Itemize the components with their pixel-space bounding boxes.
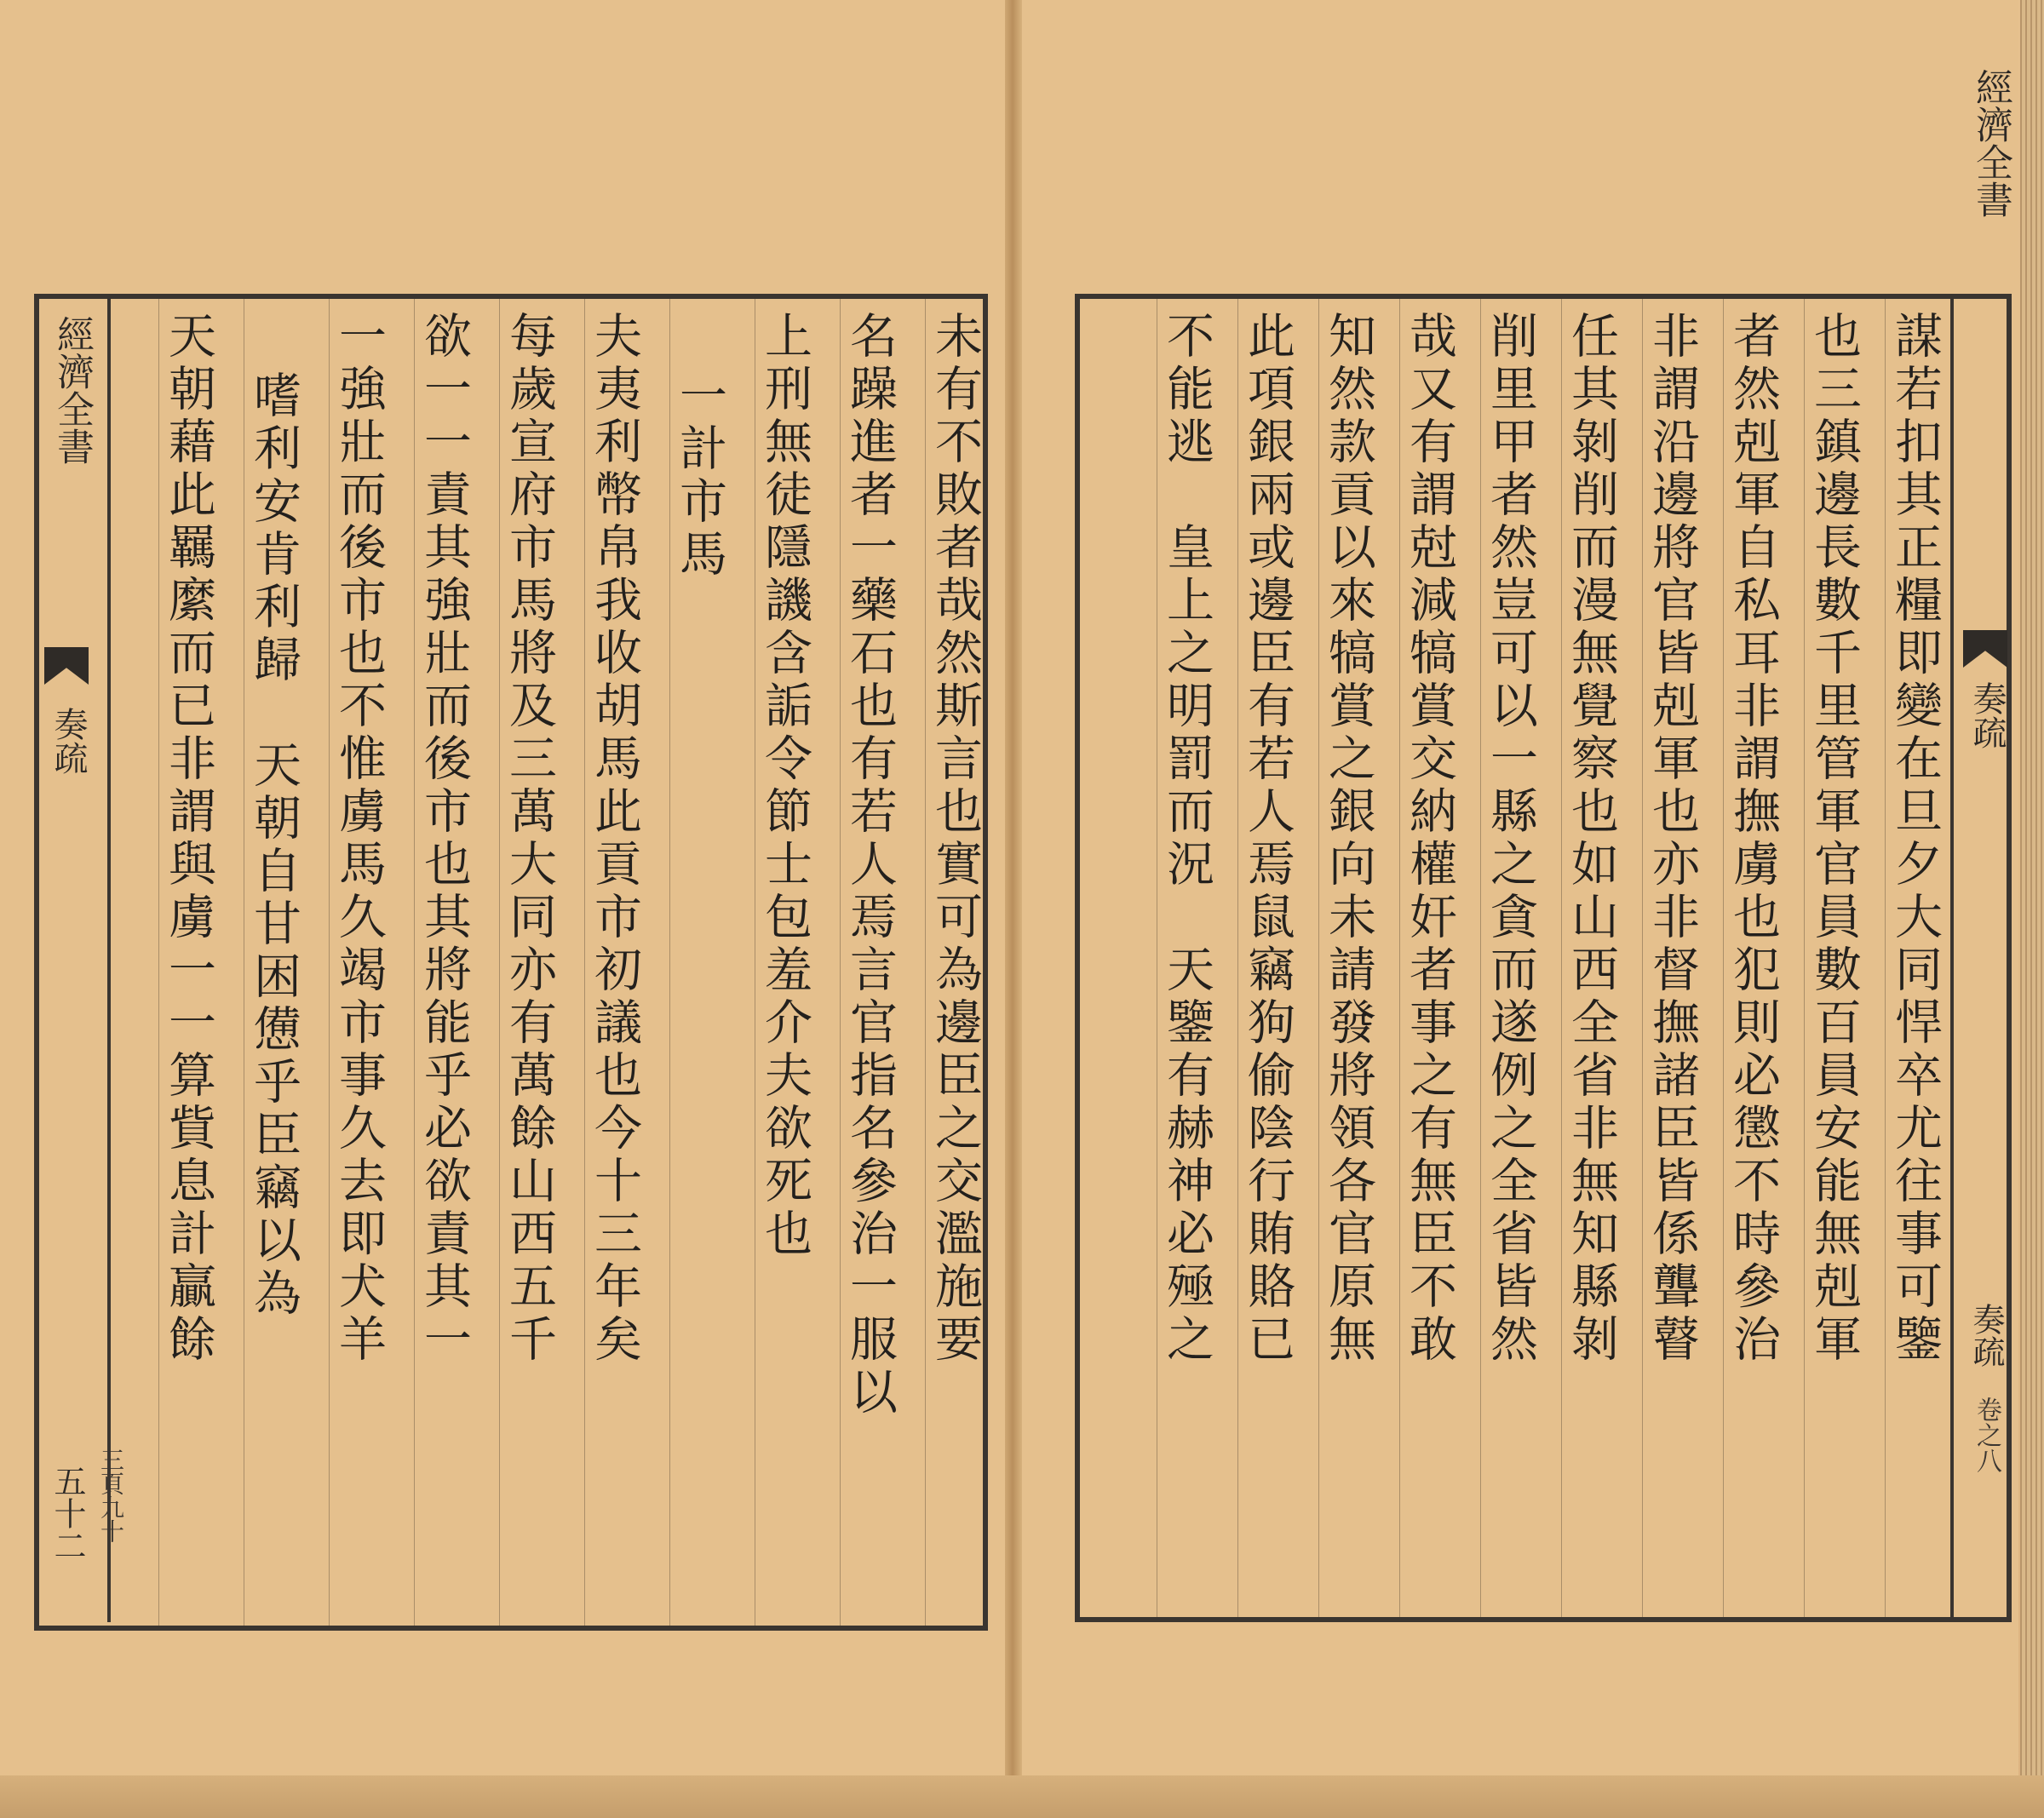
left-text-block xyxy=(34,294,988,1631)
text-column: 也三鎮邊長數千里管軍官員數百員安能無剋軍 xyxy=(1804,299,1863,1617)
text-column: 任其剝削而漫無覺察也如山西全省非無知縣剝 xyxy=(1561,299,1621,1617)
banxin-section: 奏疏 xyxy=(1967,681,2007,749)
text-column: 哉又有謂尅減犒賞交納權奸者事之有無臣不敢 xyxy=(1399,299,1459,1617)
section-heading: 一計市馬 xyxy=(669,299,729,1626)
book-gutter xyxy=(1005,0,1022,1818)
text-column: 上刑無徒隱譏含詬令節士包羞介夫欲死也 xyxy=(755,299,814,1626)
folio-number: 五十二 xyxy=(49,1465,86,1562)
banxin-title: 經濟全書 xyxy=(1969,68,2012,218)
banxin-section: 奏疏 xyxy=(49,707,88,775)
text-column: 非謂沿邊將官皆剋軍也亦非督撫諸臣皆係聾瞽 xyxy=(1642,299,1702,1617)
text-column: 每歲宣府市馬將及三萬大同亦有萬餘山西五千 xyxy=(499,299,559,1626)
leaf-number: 三頁九十 xyxy=(97,1448,125,1543)
text-column: 夫夷利幣帛我收胡馬此貢市初議也今十三年矣 xyxy=(584,299,644,1626)
text-column: 名躁進者一藥石也有若人焉言官指名參治一服以 xyxy=(840,299,899,1626)
banxin-border xyxy=(1950,294,1954,1622)
banxin-title: 經濟全書 xyxy=(50,315,94,465)
text-column: 一強壯而後市也不惟虜馬久竭市事久去即犬羊 xyxy=(329,299,388,1626)
text-column: 削里甲者然豈可以一縣之貪而遂例之全省皆然 xyxy=(1480,299,1540,1617)
text-column: 嗜利安肯利歸 天朝自甘困憊乎臣竊以為 xyxy=(244,299,303,1626)
text-column: 者然剋軍自私耳非謂撫虜也犯則必懲不時參治 xyxy=(1723,299,1783,1617)
text-column: 未有不敗者哉然斯言也實可為邊臣之交濫施要 xyxy=(925,299,985,1626)
text-column: 欲一一責其強壯而後市也其將能乎必欲責其一 xyxy=(414,299,474,1626)
text-column: 天朝藉此羈縻而已非謂與虜一一算貲息計贏餘 xyxy=(158,299,218,1626)
text-column: 謀若扣其正糧即變在旦夕大同悍卒尤往事可鑒 xyxy=(1885,299,1944,1617)
page-stack-edge xyxy=(2020,0,2044,1818)
leaf-number: 卷之八 xyxy=(1972,1396,2001,1473)
page-bottom-edge xyxy=(0,1775,2044,1818)
text-column: 此項銀兩或邊臣有若人焉鼠竊狗偷陰行賄賂已 xyxy=(1237,299,1297,1617)
text-column: 不能逃 皇上之明罰而況 天鑒有赫神必殛之 xyxy=(1157,299,1216,1617)
text-column: 知然款貢以來犒賞之銀向未請發將領各官原無 xyxy=(1318,299,1378,1617)
folio-number: 奏疏 xyxy=(1967,1303,2005,1368)
banxin-border xyxy=(107,294,111,1622)
right-text-block xyxy=(1075,294,2012,1622)
